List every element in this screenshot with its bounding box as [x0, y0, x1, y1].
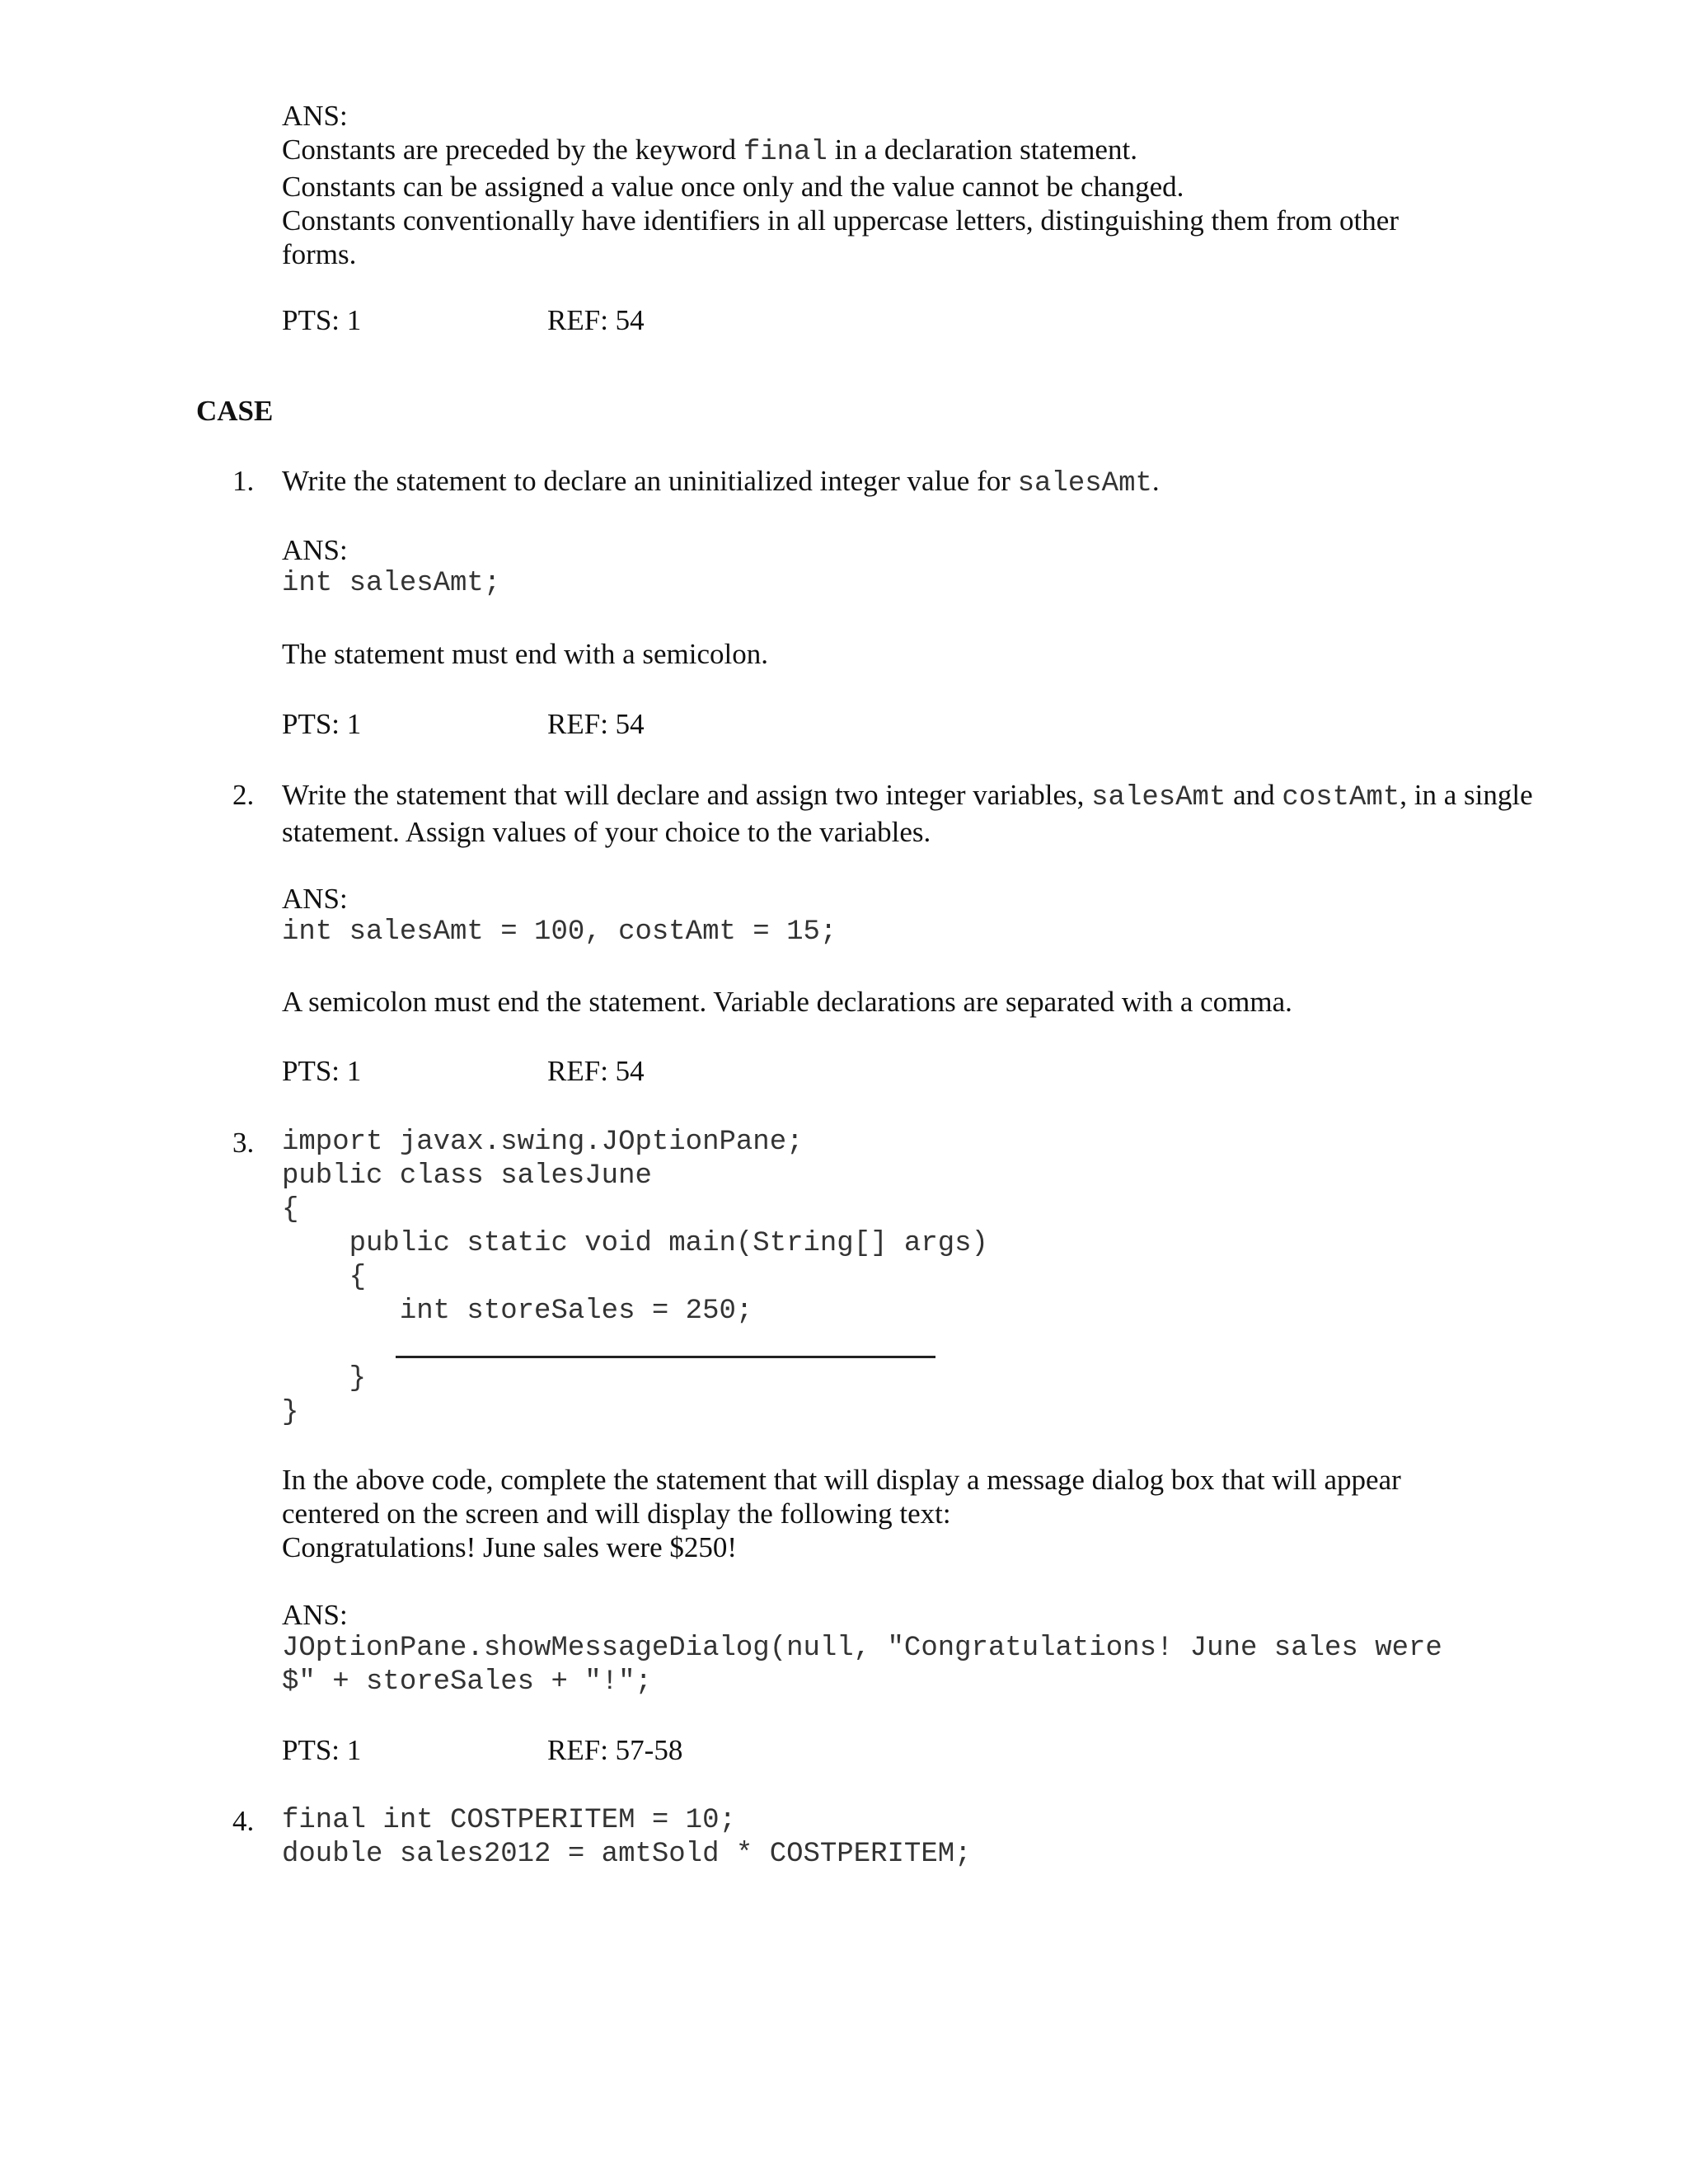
- question-number: 3.: [232, 1127, 255, 1159]
- ref-label: REF: 54: [547, 304, 645, 336]
- code-line: final int COSTPERITEM = 10;: [282, 1805, 736, 1836]
- answer-3: [282, 1598, 1551, 1699]
- inline-code: final: [743, 137, 828, 168]
- ans-label: ANS:: [282, 883, 348, 915]
- ans-label: ANS:: [282, 100, 348, 132]
- prompt-line: Congratulations! June sales were $250!: [282, 1531, 738, 1563]
- code-line: public static void main(String[] args): [282, 1228, 988, 1259]
- answer-line: Constants are preceded by the keyword final in a declaration statement.: [282, 134, 1137, 168]
- question-text: Write the statement to declare an uninitialized integer value for salesAmt.: [282, 465, 1160, 499]
- answer-code: int salesAmt = 100, costAmt = 15;: [282, 916, 837, 948]
- prompt-line: centered on the screen and will display the following text:: [282, 1497, 951, 1530]
- pts-label: PTS: 1: [282, 304, 362, 336]
- inline-code: costAmt: [1282, 782, 1400, 813]
- fill-in-blank-line: [396, 1356, 935, 1358]
- ref-label: REF: 54: [547, 708, 645, 740]
- question-number: 4.: [232, 1805, 255, 1837]
- ans-label: ANS:: [282, 1599, 348, 1631]
- ref-label: REF: 57-58: [547, 1734, 683, 1766]
- question-text: Write the statement that will declare and assign two integer variables, salesAmt and costAmt, in a single statement. Assign values of your choice to the variables.: [282, 779, 1533, 848]
- question-number: 2.: [232, 779, 255, 811]
- question-3-prompt: [282, 1463, 1551, 1564]
- code-listing: [282, 1126, 1551, 1430]
- inline-code: salesAmt: [1017, 468, 1152, 499]
- code-line: }: [282, 1397, 299, 1428]
- section-heading: CASE: [196, 395, 274, 427]
- question-2: [282, 778, 1551, 849]
- inline-code: salesAmt: [1091, 782, 1226, 813]
- code-line: {: [282, 1194, 299, 1226]
- pts-label: PTS: 1: [282, 1734, 362, 1766]
- ans-label: ANS:: [282, 534, 348, 566]
- explanation: A semicolon must end the statement. Variable declarations are separated with a comma.: [282, 986, 1292, 1018]
- answer-code: JOptionPane.showMessageDialog(null, "Congratulations! June sales were: [282, 1633, 1442, 1664]
- code-listing: [282, 1804, 1551, 1872]
- code-line: public class salesJune: [282, 1160, 652, 1192]
- answer-code: int salesAmt;: [282, 568, 501, 599]
- pts-label: PTS: 1: [282, 1055, 362, 1087]
- explanation: The statement must end with a semicolon.: [282, 638, 769, 670]
- ref-label: REF: 54: [547, 1055, 645, 1087]
- answer-line: Constants can be assigned a value once only and the value cannot be changed.: [282, 171, 1184, 203]
- code-line: double sales2012 = amtSold * COSTPERITEM;: [282, 1839, 972, 1870]
- prompt-line: In the above code, complete the statement that will display a message dialog box that will appear: [282, 1464, 1401, 1496]
- answer-2: [282, 882, 1551, 949]
- code-line: {: [282, 1262, 367, 1293]
- pts-label: PTS: 1: [282, 708, 362, 740]
- code-line: }: [282, 1363, 367, 1394]
- question-number: 1.: [232, 465, 255, 497]
- code-line: int storeSales = 250;: [282, 1296, 753, 1327]
- answer-code: $" + storeSales + "!";: [282, 1666, 652, 1698]
- answer-line: Constants conventionally have identifiers in all uppercase letters, distinguishing them from other forms.: [282, 204, 1399, 270]
- question-1: [282, 464, 1551, 501]
- code-line: import javax.swing.JOptionPane;: [282, 1127, 804, 1158]
- top-answer: [282, 99, 1551, 271]
- answer-1: [282, 533, 1551, 601]
